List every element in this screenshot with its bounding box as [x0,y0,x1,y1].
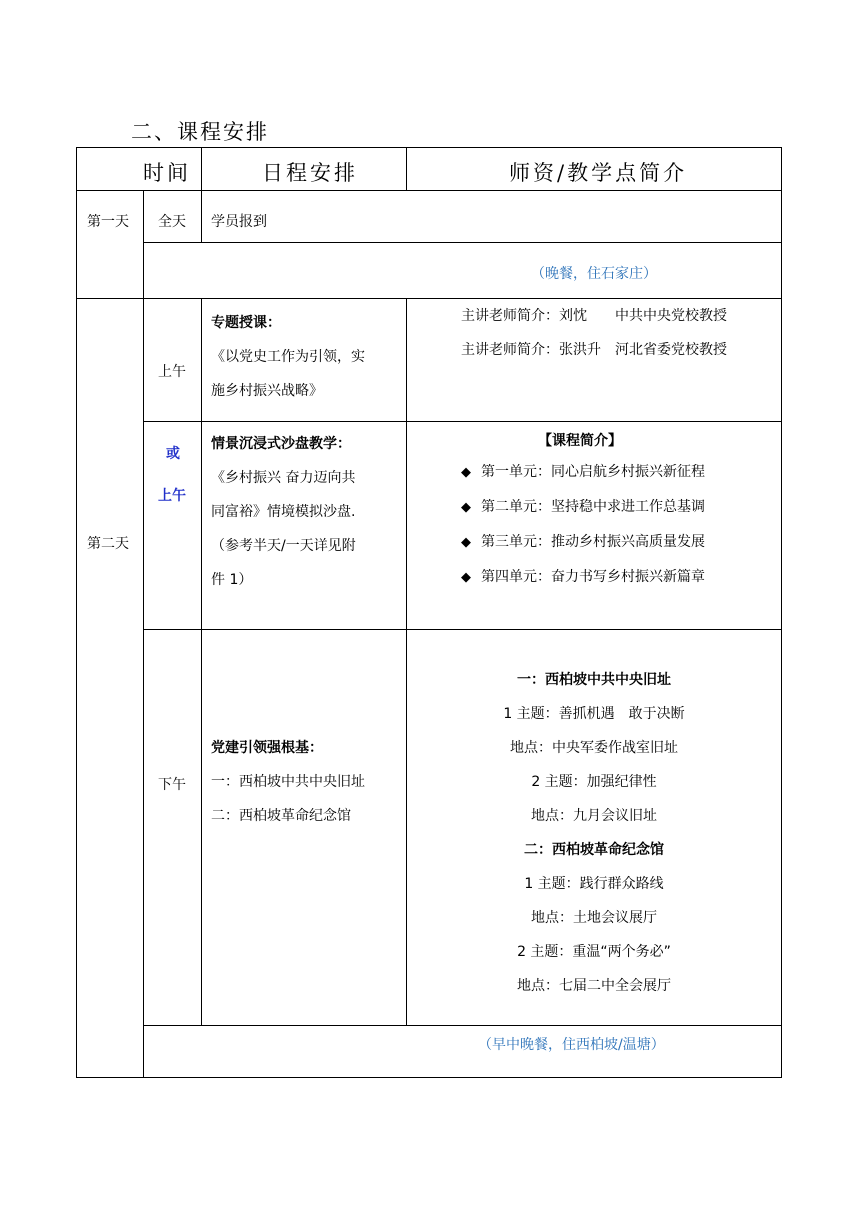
morning-course [211,306,365,408]
row-divider [143,421,782,422]
alt-course-line: （参考半天/一天详见附 [211,538,356,554]
alt-course-line: 同富裕》情境模拟沙盘. [211,504,356,520]
col-divider [406,147,407,190]
alt-slot: 上午 [158,488,186,504]
site-line: 地点：九月会议旧址 [531,808,657,824]
teacher-intro: 主讲老师简介：张洪升 河北省委党校教授 [461,342,727,358]
header-teachers: 师资/教学点简介 [509,161,688,185]
table-border-bottom [76,1077,782,1078]
site-line: 2 主题：重温“两个务必” [517,944,671,960]
day2-label: 第二天 [87,536,129,552]
list-item: ◆ 第三单元：推动乡村振兴高质量发展 [461,534,705,550]
diamond-bullet-icon: ◆ [461,500,471,515]
alt-course-line: 《乡村振兴 奋力迈向共 [211,470,356,486]
list-item: ◆ 第二单元：坚持稳中求进工作总基调 [461,499,705,515]
morning-teachers [461,299,727,367]
diamond-bullet-icon: ◆ [461,535,471,550]
morning-title: 专题授课： [211,315,281,331]
header-schedule: 日程安排 [262,161,358,185]
alt-slot-or: 或 [166,446,180,462]
col-divider [201,147,202,190]
day1-slot: 全天 [158,214,186,230]
table-border-left [76,147,77,1078]
diamond-bullet-icon: ◆ [461,570,471,585]
table-border-right [781,147,782,1078]
unit-list [461,455,705,595]
header-time: 时间 [143,161,191,185]
section-title: 二、课程安排 [131,120,269,144]
site2-title: 二：西柏坡革命纪念馆 [524,842,664,858]
col-divider [201,298,202,1025]
afternoon-item: 二：西柏坡革命纪念馆 [211,808,351,824]
list-item: ◆ 第一单元：同心启航乡村振兴新征程 [461,464,705,480]
afternoon-slot: 下午 [158,777,186,793]
col-divider [143,190,144,1077]
site-line: 2 主题：加强纪律性 [531,774,657,790]
site1-title: 一：西柏坡中共中央旧址 [517,672,671,688]
day1-note: （晚餐，住石家庄） [531,266,657,282]
site-line: 地点：七届二中全会展厅 [517,978,671,994]
site-line: 1 主题：善抓机遇 敢于决断 [503,706,685,722]
day1-activity: 学员报到 [211,214,267,230]
afternoon-title: 党建引领强根基： [211,740,323,756]
afternoon-course [211,731,365,833]
table-header-divider [76,190,782,191]
row-divider [143,242,782,243]
row-divider [143,629,782,630]
site-line: 1 主题：践行群众路线 [524,876,664,892]
alt-course [211,427,356,597]
morning-course-line: 施乡村振兴战略》 [211,383,323,399]
site-details [407,663,781,1003]
course-intro-title: 【课程简介】 [538,433,622,449]
list-item: ◆ 第四单元：奋力书写乡村振兴新篇章 [461,569,705,585]
day1-label: 第一天 [87,214,129,230]
site-line: 地点：土地会议展厅 [531,910,657,926]
teacher-intro: 主讲老师简介：刘忱 中共中央党校教授 [461,308,727,324]
alt-title: 情景沉浸式沙盘教学： [211,436,351,452]
row-divider [143,1025,782,1026]
day2-note: （早中晚餐，住西柏坡/温塘） [478,1037,665,1053]
afternoon-item: 一：西柏坡中共中央旧址 [211,774,365,790]
morning-slot: 上午 [158,364,186,380]
site-line: 地点：中央军委作战室旧址 [510,740,678,756]
diamond-bullet-icon: ◆ [461,465,471,480]
col-divider [201,190,202,242]
alt-course-line: 件 1） [211,572,253,588]
morning-course-line: 《以党史工作为引领，实 [211,349,365,365]
